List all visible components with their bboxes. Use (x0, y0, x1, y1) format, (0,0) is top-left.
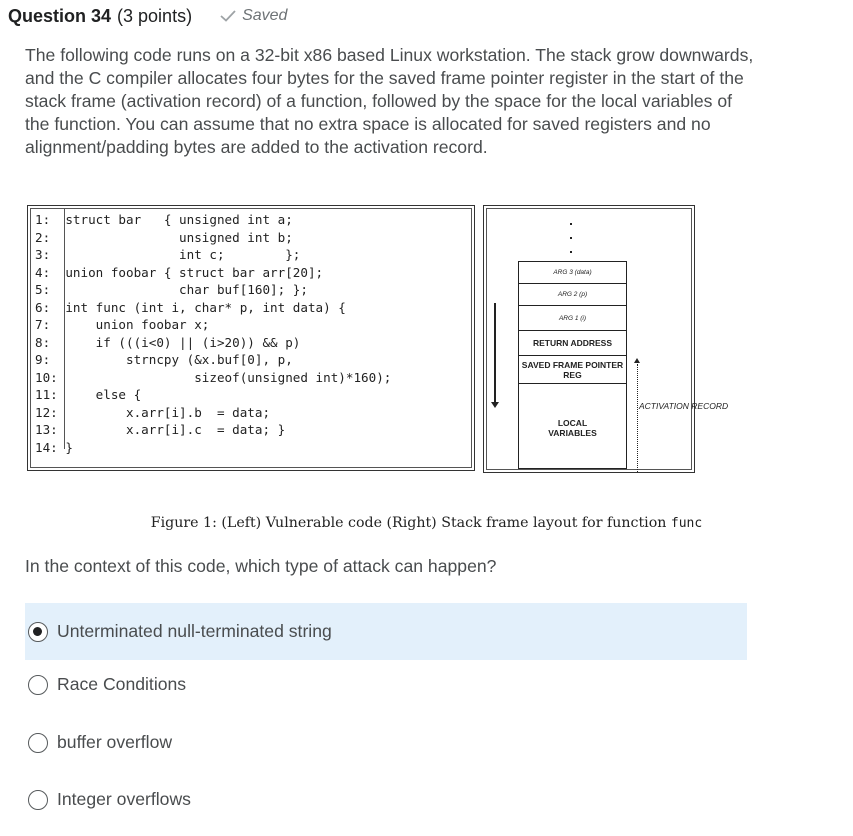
stack-cell-local-variables: LOCAL VARIABLES (548, 418, 597, 438)
checkmark-icon (220, 10, 236, 22)
caption-text: Figure 1: (Left) Vulnerable code (Right) Stack frame layout for function (150, 515, 667, 531)
question-prompt: The following code runs on a 32-bit x86 based Linux workstation. The stack grow downwards, and the C compiler allocates four bytes for the saved frame pointer register in the start of the stack frame (activation record) of a function, followed by the space for the local variables of the function. You can assume that no extra space is allocated for saved registers and no alignment/padding bytes are added to the activation record. (25, 45, 754, 157)
stack-cell-arg1: ARG 1 (i) (519, 306, 626, 331)
stack-growth-arrow (494, 303, 496, 403)
activation-record-arrow (637, 364, 638, 472)
option-label: buffer overflow (57, 732, 173, 752)
activation-record-label: ACTIVATION RECORD (639, 401, 729, 411)
saved-status (220, 7, 287, 25)
stack-frame-diagram (483, 205, 695, 473)
radio-button[interactable] (28, 790, 48, 810)
stack-frame (518, 261, 627, 469)
code-line: 13: x.arr[i].c = data; } (35, 422, 286, 437)
ellipsis-dot (570, 223, 572, 225)
radio-button-selected[interactable] (28, 622, 48, 642)
radio-button[interactable] (28, 675, 48, 695)
answer-option-race-conditions[interactable] (25, 656, 747, 713)
code-line: 4: union foobar { struct bar arr[20]; (35, 265, 324, 280)
question-text: In the context of this code, which type of attack can happen? (25, 556, 497, 576)
radio-button[interactable] (28, 733, 48, 753)
ellipsis-dot (570, 251, 572, 253)
caption-code: func (670, 516, 703, 531)
code-line: 14: } (35, 440, 73, 455)
answer-option-integer-overflows[interactable] (25, 771, 747, 828)
code-line: 3: int c; }; (35, 247, 301, 262)
stack-cell-arg2: ARG 2 (p) (519, 284, 626, 306)
figure (27, 205, 793, 473)
code-line: 9: strncpy (&x.buf[0], p, (35, 352, 293, 367)
answer-option-buffer-overflow[interactable] (25, 714, 747, 771)
code-line: 8: if (((i<0) || (i>20)) && p) (35, 335, 301, 350)
question-header (8, 6, 287, 27)
code-listing (27, 205, 475, 471)
question-number: Question 34 (8, 6, 112, 26)
code-line: 7: union foobar x; (35, 317, 210, 332)
ellipsis-dot (570, 237, 572, 239)
option-label: Integer overflows (57, 789, 191, 809)
code-line: 1: struct bar { unsigned int a; (35, 212, 293, 227)
question-points: (3 points) (117, 6, 193, 26)
stack-cell-return-address: RETURN ADDRESS (519, 331, 626, 356)
code-line: 6: int func (int i, char* p, int data) { (35, 300, 346, 315)
option-label: Unterminated null-terminated string (57, 621, 332, 641)
code-line: 12: x.arr[i].b = data; (35, 405, 271, 420)
figure-caption (0, 515, 853, 531)
option-label: Race Conditions (57, 674, 187, 694)
code-line: 2: unsigned int b; (35, 230, 293, 245)
saved-label: Saved (242, 7, 288, 24)
code-line: 11: else { (35, 387, 142, 402)
stack-cell-arg3: ARG 3 (data) (519, 262, 626, 284)
stack-cell-saved-frame-pointer: SAVED FRAME POINTER REG (519, 356, 626, 384)
code-line: 10: sizeof(unsigned int)*160); (35, 370, 392, 385)
answer-option-unterminated-string[interactable] (25, 603, 747, 660)
code-line: 5: char buf[160]; }; (35, 282, 308, 297)
